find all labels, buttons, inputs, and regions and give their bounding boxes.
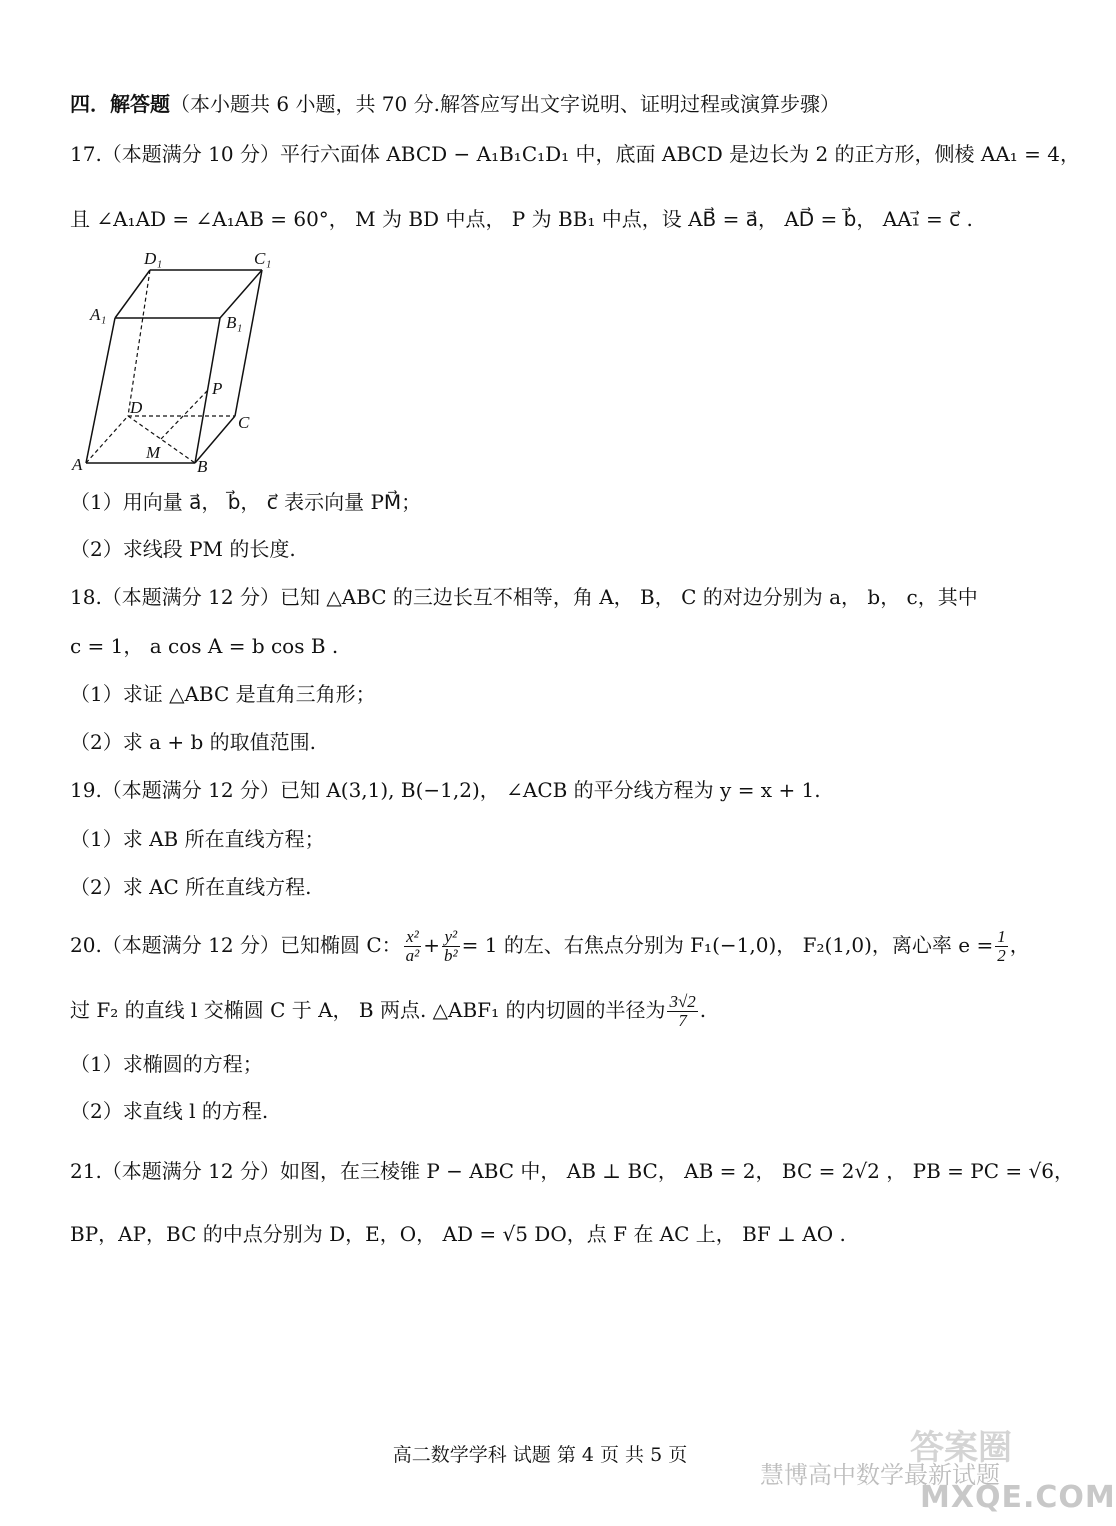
fraction-one-half: $\frac{1}{2}$ bbox=[997, 927, 1006, 965]
label-B: B bbox=[197, 457, 208, 476]
q20-line1-c: ， bbox=[1009, 933, 1030, 957]
label-C: C bbox=[238, 413, 250, 432]
plus-sign: + bbox=[423, 933, 441, 957]
q20-sub2: （2）求直线 l 的方程. bbox=[70, 1099, 269, 1123]
label-B1: B₁ bbox=[226, 313, 243, 332]
q20-line2-a: 过 F₂ 的直线 l 交椭圆 C 于 A， B 两点. △ABF₁ 的内切圆的半径为 bbox=[70, 998, 666, 1022]
label-D: D bbox=[130, 398, 143, 417]
q17-sub1: （1）用向量 a⃗， b⃗， c⃗ 表示向量 PM⃗； bbox=[70, 490, 422, 514]
q19-line1: 19.（本题满分 12 分）已知 A(3,1), B(−1,2)， ∠ACB 的平分线方程为 y = x + 1. bbox=[70, 778, 821, 802]
edge-B1C1 bbox=[220, 270, 262, 318]
edge-AD bbox=[86, 416, 128, 463]
q20-line1-a: 20.（本题满分 12 分）已知椭圆 C： bbox=[70, 933, 402, 957]
section-note: （本小题共 6 小题，共 70 分.解答应写出文字说明、证明过程或演算步骤） bbox=[170, 92, 840, 116]
q21-line2: BP，AP，BC 的中点分别为 D，E，O， AD = √5 DO，点 F 在 AC 上， BF ⊥ AO . bbox=[70, 1222, 846, 1246]
fraction-x2-a2: $\frac{\text{x²}}{\text{a²}}$ bbox=[405, 927, 420, 965]
label-A: A bbox=[72, 455, 83, 474]
edge-A1D1 bbox=[115, 270, 150, 318]
q21-line1: 21.（本题满分 12 分）如图，在三棱锥 P − ABC 中， AB ⊥ BC， AB = 2， BC = 2√2 ， PB = PC = √6， bbox=[70, 1159, 1074, 1183]
q19-sub1: （1）求 AB 所在直线方程； bbox=[70, 827, 325, 851]
diag-DB bbox=[128, 416, 195, 463]
fraction-y2-b2: $\frac{\text{y²}}{\text{b²}}$ bbox=[444, 927, 458, 965]
q18-sub2: （2）求 a + b 的取值范围. bbox=[70, 730, 316, 754]
fraction-radius: $\frac{3√2}{7}$ bbox=[669, 992, 696, 1030]
q17-sub2: （2）求线段 PM 的长度. bbox=[70, 537, 296, 561]
section-heading: 四．解答题 bbox=[70, 92, 170, 116]
watermark-logo-text: 答案圈 bbox=[910, 1428, 1012, 1468]
label-M: M bbox=[146, 443, 161, 462]
parallelepiped-figure bbox=[70, 248, 290, 478]
page-footer: 高二数学学科 试题 第 4 页 共 5 页 bbox=[392, 1444, 688, 1466]
q18-sub1: （1）求证 △ABC 是直角三角形； bbox=[70, 682, 376, 706]
q20-line2 bbox=[70, 993, 706, 1030]
q18-line1: 18.（本题满分 12 分）已知 △ABC 的三边长互不相等，角 A， B， C 的对边分别为 a， b， c，其中 bbox=[70, 585, 978, 609]
q20-sub1: （1）求椭圆的方程； bbox=[70, 1052, 263, 1076]
section-heading-line bbox=[70, 90, 840, 118]
label-P: P bbox=[212, 379, 223, 398]
edge-AA1 bbox=[86, 318, 115, 463]
label-C1: C₁ bbox=[254, 249, 272, 268]
label-D1: D₁ bbox=[144, 249, 163, 268]
q17-line1: 17.（本题满分 10 分）平行六面体 ABCD − A₁B₁C₁D₁ 中，底面 ABCD 是边长为 2 的正方形，侧棱 AA₁ = 4， bbox=[70, 142, 1081, 166]
edge-CC1 bbox=[235, 270, 262, 416]
watermark-text: 慧博高中数学最新试题 bbox=[760, 1461, 1000, 1489]
q20-line1 bbox=[70, 928, 1030, 965]
q17-line2: 且 ∠A₁AD = ∠A₁AB = 60°， M 为 BD 中点， P 为 BB₁ 中点，设 AB⃗ = a⃗， AD⃗ = b⃗， AA₁⃗ = c⃗ . bbox=[70, 207, 973, 231]
q20-line2-b: . bbox=[699, 998, 707, 1022]
q20-line1-b: = 1 的左、右焦点分别为 F₁(−1,0)， F₂(1,0)，离心率 e = bbox=[461, 933, 994, 957]
edge-BC bbox=[195, 416, 235, 463]
label-A1: A₁ bbox=[90, 305, 107, 324]
q19-sub2: （2）求 AC 所在直线方程. bbox=[70, 875, 312, 899]
watermark-url: MXQE.COM bbox=[920, 1480, 1116, 1515]
q18-line2: c = 1， a cos A = b cos B . bbox=[70, 634, 339, 658]
edge-DD1 bbox=[128, 270, 150, 416]
